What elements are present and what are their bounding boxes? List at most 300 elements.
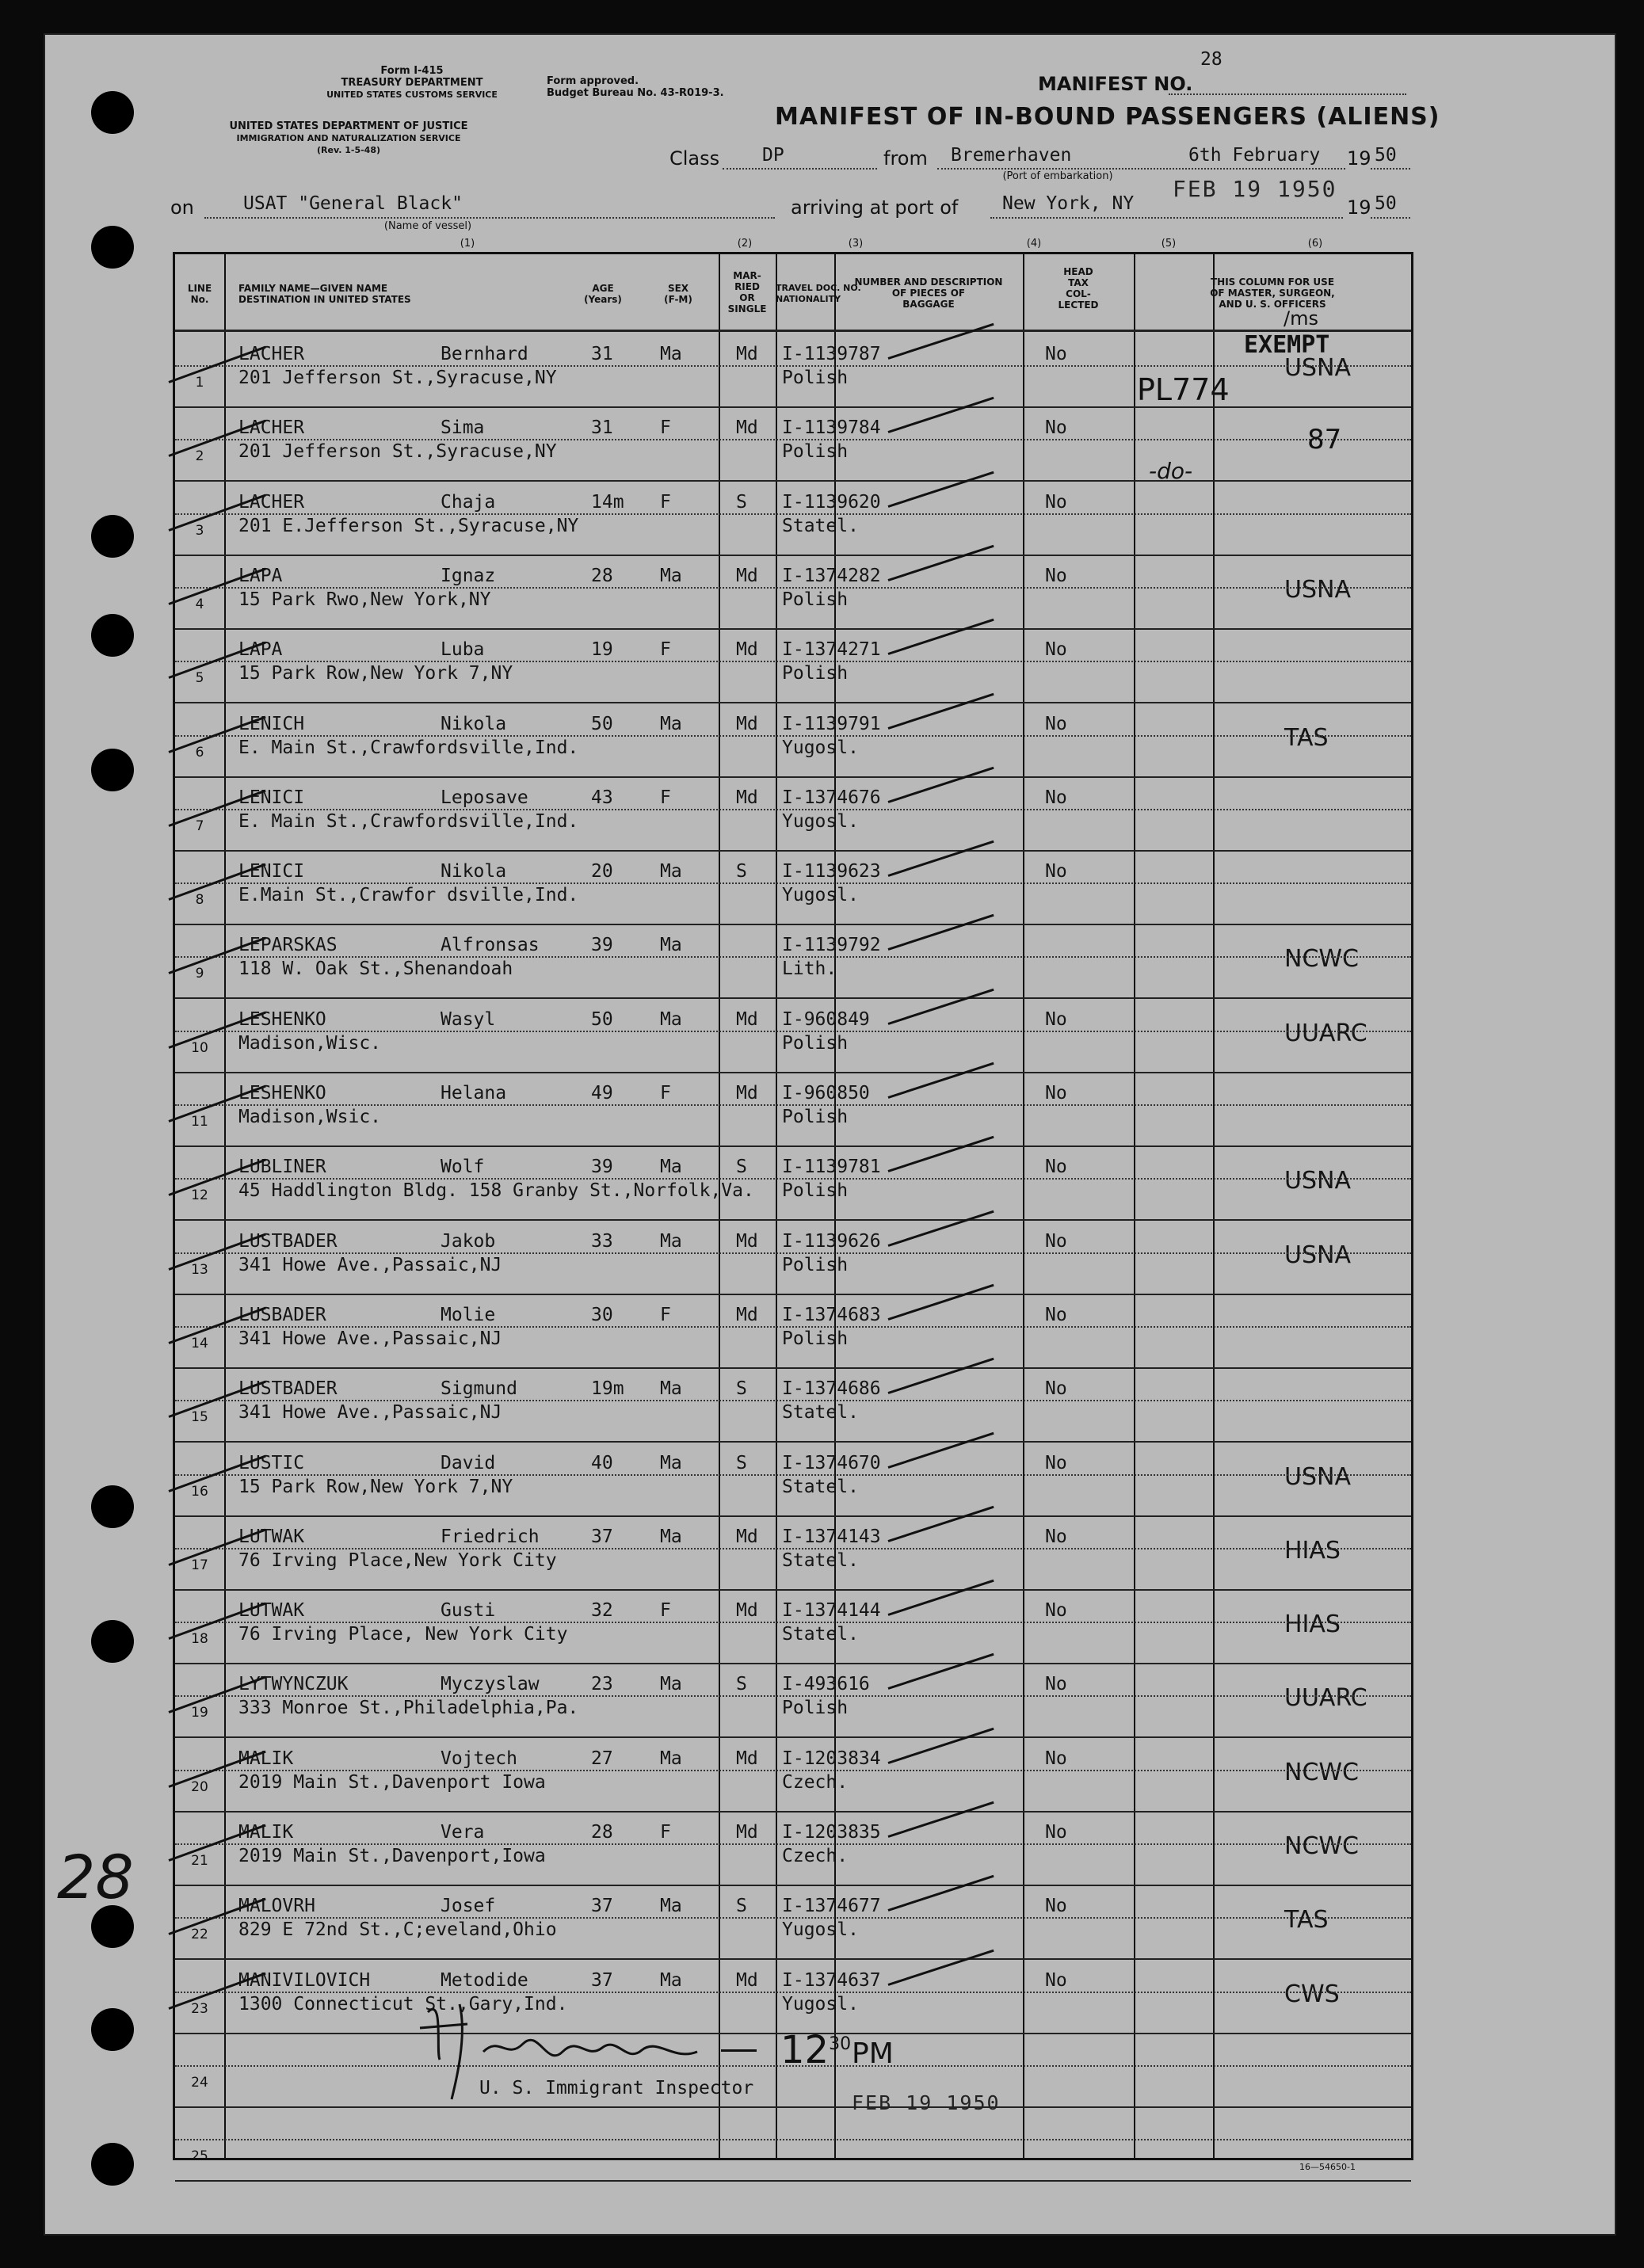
destination: 341 Howe Ave.,Passaic,NJ bbox=[238, 1328, 502, 1349]
head-tax: No bbox=[1045, 1969, 1067, 1991]
header-baggage: NUMBER AND DESCRIPTION OF PIECES OF BAGGAGE bbox=[854, 276, 1003, 310]
sex: F bbox=[660, 639, 671, 661]
given-name: Luba bbox=[441, 639, 485, 661]
marital-status: S bbox=[736, 1896, 747, 1917]
travel-doc: I-1139626 bbox=[782, 1230, 881, 1252]
header-age: AGE (Years) bbox=[584, 283, 622, 305]
manifest-label: MANIFEST NO. bbox=[1038, 73, 1193, 95]
sex: F bbox=[660, 1600, 671, 1622]
time-minutes: 30 bbox=[829, 2034, 852, 2054]
destination: 333 Monroe St.,Philadelphia,Pa. bbox=[238, 1698, 579, 1719]
table-row bbox=[175, 777, 1411, 851]
officer-note: TAS bbox=[1284, 723, 1329, 752]
ins: IMMIGRATION AND NATURALIZATION SERVICE bbox=[236, 133, 461, 143]
line-number: 24 bbox=[191, 2074, 208, 2091]
header-sex: SEX (F-M) bbox=[664, 283, 692, 305]
given-name: Sigmund bbox=[441, 1378, 517, 1400]
family-name: LENICI bbox=[238, 861, 305, 882]
travel-doc: I-1139623 bbox=[782, 861, 881, 882]
embark-caption: (Port of embarkation) bbox=[1002, 170, 1113, 182]
travel-doc: I-1374670 bbox=[782, 1452, 881, 1473]
head-tax: No bbox=[1045, 713, 1067, 734]
line-number: 9 bbox=[195, 966, 204, 982]
line-number: 13 bbox=[191, 1261, 208, 1278]
family-name: MALIK bbox=[238, 1822, 294, 1843]
given-name: Vojtech bbox=[441, 1748, 517, 1769]
family-name: LACHER bbox=[238, 417, 305, 439]
family-name: LACHER bbox=[238, 491, 305, 513]
binder-hole bbox=[91, 749, 134, 791]
table-row bbox=[175, 851, 1411, 924]
marital-status: S bbox=[736, 1157, 747, 1178]
age: 49 bbox=[591, 1083, 613, 1104]
given-name: Nikola bbox=[441, 713, 507, 734]
officer-note: USNA bbox=[1284, 1241, 1351, 1269]
officer-note: UUARC bbox=[1284, 1684, 1367, 1713]
year-prefix-2: 19 bbox=[1347, 196, 1371, 219]
destination: Madison,Wisc. bbox=[238, 1032, 382, 1054]
time-hour: 12 bbox=[780, 2028, 830, 2072]
travel-doc: I-493616 bbox=[782, 1674, 870, 1695]
age: 50 bbox=[591, 1008, 613, 1030]
officer-note: USNA bbox=[1284, 1462, 1351, 1491]
family-name: LUSTIC bbox=[238, 1452, 305, 1473]
given-name: Wasyl bbox=[441, 1008, 496, 1030]
sex: F bbox=[660, 1083, 671, 1104]
travel-doc: I-1203835 bbox=[782, 1822, 881, 1843]
given-name: Helana bbox=[441, 1083, 507, 1104]
table-row bbox=[175, 1960, 1411, 2034]
table-row bbox=[175, 999, 1411, 1073]
destination: 341 Howe Ave.,Passaic,NJ bbox=[238, 1254, 502, 1275]
table-row bbox=[175, 555, 1411, 629]
signature-dash bbox=[721, 2049, 757, 2052]
treasury-dept: TREASURY DEPARTMENT bbox=[341, 77, 483, 89]
officer-note: HIAS bbox=[1284, 1610, 1341, 1639]
nationality: Polish bbox=[782, 441, 849, 463]
head-tax: No bbox=[1045, 1157, 1067, 1178]
passenger-table bbox=[173, 252, 1413, 2165]
destination: 201 E.Jefferson St.,Syracuse,NY bbox=[238, 515, 579, 536]
col-number-6: (6) bbox=[1307, 238, 1323, 250]
table-row bbox=[175, 1738, 1411, 1812]
margin-page-note: 28 bbox=[57, 1842, 134, 1912]
on-label: on bbox=[170, 196, 194, 219]
from-label: from bbox=[883, 147, 928, 170]
marital-status: Md bbox=[736, 1969, 758, 1991]
marital-status: S bbox=[736, 1378, 747, 1400]
given-name: Wolf bbox=[441, 1157, 485, 1178]
head-tax: No bbox=[1045, 1600, 1067, 1622]
travel-doc: I-1374282 bbox=[782, 565, 881, 586]
age: 40 bbox=[591, 1452, 613, 1473]
revision: (Rev. 1-5-48) bbox=[316, 145, 380, 155]
row-divider bbox=[175, 1400, 1411, 1401]
line-number: 17 bbox=[191, 1557, 208, 1573]
table-row bbox=[175, 1073, 1411, 1146]
sex: Ma bbox=[660, 713, 682, 734]
table-row bbox=[175, 1885, 1411, 1959]
nationality: Lith. bbox=[782, 959, 837, 980]
binder-hole bbox=[91, 1485, 134, 1528]
nationality: Statel. bbox=[782, 1476, 859, 1497]
nationality: Polish bbox=[782, 589, 849, 610]
row-divider bbox=[175, 1474, 1411, 1476]
head-tax: No bbox=[1045, 1674, 1067, 1695]
col-number-3: (3) bbox=[848, 238, 864, 250]
row-divider bbox=[175, 1843, 1411, 1845]
pl-note: PL774 bbox=[1137, 372, 1230, 407]
table-row bbox=[175, 1221, 1411, 1294]
officer-note: USNA bbox=[1284, 575, 1351, 604]
officer-note: NCWC bbox=[1284, 945, 1359, 974]
officer-note: NCWC bbox=[1284, 1758, 1359, 1786]
family-name: LAPA bbox=[238, 639, 283, 661]
head-tax: No bbox=[1045, 344, 1067, 364]
class-label: Class bbox=[669, 147, 720, 170]
officer-note: USNA bbox=[1284, 1167, 1351, 1195]
line-number: 5 bbox=[195, 670, 204, 687]
line-number: 19 bbox=[191, 1705, 208, 1721]
head-tax: No bbox=[1045, 1378, 1067, 1400]
table-row bbox=[175, 1443, 1411, 1516]
family-name: MALOVRH bbox=[238, 1896, 315, 1917]
travel-doc: I-1374686 bbox=[782, 1378, 881, 1400]
sex: Ma bbox=[660, 1674, 682, 1695]
given-name: Nikola bbox=[441, 861, 507, 882]
officer-note: USNA bbox=[1284, 354, 1351, 382]
marital-status: Md bbox=[736, 1008, 758, 1030]
marital-status: Md bbox=[736, 344, 758, 364]
nationality: Yugosl. bbox=[782, 885, 859, 906]
nationality: Polish bbox=[782, 1254, 849, 1275]
family-name: LYTWYNCZUK bbox=[238, 1674, 349, 1695]
sex: Ma bbox=[660, 1230, 682, 1252]
col-number-4: (4) bbox=[1026, 238, 1042, 250]
head-tax: No bbox=[1045, 1230, 1067, 1252]
sex: F bbox=[660, 417, 671, 439]
nationality: Statel. bbox=[782, 1624, 859, 1645]
destination: 76 Irving Place, New York City bbox=[238, 1624, 568, 1645]
travel-doc: I-1374271 bbox=[782, 639, 881, 661]
travel-doc: I-1374144 bbox=[782, 1600, 881, 1622]
sex: Ma bbox=[660, 1157, 682, 1178]
family-name: LUSBADER bbox=[238, 1304, 326, 1325]
marital-status: S bbox=[736, 1452, 747, 1473]
binder-hole bbox=[91, 1620, 134, 1663]
family-name: LENICI bbox=[238, 787, 305, 808]
marital-status: Md bbox=[736, 565, 758, 586]
line-number: 8 bbox=[195, 892, 204, 909]
baggage-mark bbox=[888, 323, 994, 360]
sex: Ma bbox=[660, 1526, 682, 1547]
age: 14m bbox=[591, 491, 624, 513]
binder-hole bbox=[91, 226, 134, 269]
header-name: FAMILY NAME—GIVEN NAME DESTINATION IN UNITED STATES bbox=[238, 283, 411, 305]
nationality: Statel. bbox=[782, 1402, 859, 1424]
nationality: Polish bbox=[782, 1328, 849, 1349]
family-name: LENICH bbox=[238, 713, 305, 734]
binder-hole bbox=[91, 91, 134, 134]
destination: E.Main St.,Crawfor dsville,Ind. bbox=[238, 885, 579, 906]
line-number: 25 bbox=[191, 2148, 208, 2165]
officer-note: NCWC bbox=[1284, 1832, 1359, 1860]
nationality: Polish bbox=[782, 1107, 849, 1127]
line-number: 7 bbox=[195, 818, 204, 834]
nationality: Statel. bbox=[782, 515, 859, 536]
sex: F bbox=[660, 1304, 671, 1325]
year-1: 50 bbox=[1375, 145, 1397, 166]
travel-doc: I-960849 bbox=[782, 1008, 870, 1030]
line-number: 1 bbox=[195, 375, 204, 391]
given-name: Gusti bbox=[441, 1600, 496, 1622]
destination: E. Main St.,Crawfordsville,Ind. bbox=[238, 810, 579, 832]
family-name: LAPA bbox=[238, 565, 283, 586]
line-number: 3 bbox=[195, 522, 204, 539]
age: 19m bbox=[591, 1378, 624, 1400]
exempt-stamp: EXEMPT bbox=[1244, 331, 1330, 359]
sex: Ma bbox=[660, 1969, 682, 1991]
marital-status: Md bbox=[736, 1083, 758, 1104]
destination: 201 Jefferson St.,Syracuse,NY bbox=[238, 368, 557, 388]
travel-doc: I-1203834 bbox=[782, 1748, 881, 1769]
line-number: 23 bbox=[191, 2000, 208, 2017]
destination: 2019 Main St.,Davenport,Iowa bbox=[238, 1846, 546, 1866]
line-number: 14 bbox=[191, 1335, 208, 1351]
age: 27 bbox=[591, 1748, 613, 1769]
row-divider bbox=[175, 735, 1411, 737]
officer-initials: /ms bbox=[1284, 307, 1318, 330]
row-divider bbox=[175, 365, 1411, 367]
table-row bbox=[175, 1294, 1411, 1368]
head-tax: No bbox=[1045, 1526, 1067, 1547]
customs-service: UNITED STATES CUSTOMS SERVICE bbox=[326, 90, 498, 100]
vessel-caption: (Name of vessel) bbox=[383, 220, 472, 232]
table-row bbox=[175, 629, 1411, 703]
marital-status: Md bbox=[736, 787, 758, 808]
age: 39 bbox=[591, 935, 613, 956]
year-2: 50 bbox=[1375, 193, 1397, 214]
vessel-name: USAT "General Black" bbox=[243, 193, 463, 214]
family-name: LESHENKO bbox=[238, 1008, 326, 1030]
line-number: 11 bbox=[191, 1114, 208, 1130]
officer-note: HIAS bbox=[1284, 1536, 1341, 1565]
table-row bbox=[175, 1146, 1411, 1220]
sex: Ma bbox=[660, 344, 682, 364]
marital-status: Md bbox=[736, 1748, 758, 1769]
line-number: 2 bbox=[195, 448, 204, 465]
arrival-date-stamp: FEB 19 1950 bbox=[1173, 176, 1337, 202]
line-number: 4 bbox=[195, 596, 204, 612]
line-number: 22 bbox=[191, 1927, 208, 1943]
sex: Ma bbox=[660, 935, 682, 956]
family-name: LESHENKO bbox=[238, 1083, 326, 1104]
header-married: MAR- RIED OR SINGLE bbox=[727, 270, 767, 314]
row-divider bbox=[175, 2139, 1411, 2140]
destination: 45 Haddlington Bldg. 158 Granby St.,Norfolk,Va. bbox=[238, 1180, 754, 1202]
age: 50 bbox=[591, 713, 613, 734]
given-name: Molie bbox=[441, 1304, 496, 1325]
head-tax: No bbox=[1045, 1083, 1067, 1104]
form-number: Form I-415 bbox=[380, 65, 444, 77]
family-name: LUTWAK bbox=[238, 1600, 305, 1622]
sex: Ma bbox=[660, 1008, 682, 1030]
table-row bbox=[175, 1516, 1411, 1590]
destination: Madison,Wsic. bbox=[238, 1107, 382, 1127]
age: 28 bbox=[591, 565, 613, 586]
sex: Ma bbox=[660, 1378, 682, 1400]
sex: F bbox=[660, 491, 671, 513]
row-divider bbox=[175, 1992, 1411, 1993]
manifest-number: 28 bbox=[1200, 49, 1223, 70]
line-number: 21 bbox=[191, 1853, 208, 1869]
given-name: Sima bbox=[441, 417, 485, 439]
sex: Ma bbox=[660, 1452, 682, 1473]
head-tax: No bbox=[1045, 639, 1067, 661]
table-row bbox=[175, 482, 1411, 555]
row-divider bbox=[175, 1622, 1411, 1623]
table-row bbox=[175, 703, 1411, 777]
inspector-title: U. S. Immigrant Inspector bbox=[479, 2078, 754, 2098]
head-tax: No bbox=[1045, 1822, 1067, 1843]
nationality: Yugosl. bbox=[782, 737, 859, 758]
row-rule bbox=[175, 2180, 1411, 2182]
age: 43 bbox=[591, 787, 613, 808]
table-row bbox=[175, 1812, 1411, 1885]
marital-status: Md bbox=[736, 1526, 758, 1547]
marital-status: Md bbox=[736, 639, 758, 661]
given-name: David bbox=[441, 1452, 496, 1473]
line-number: 16 bbox=[191, 1483, 208, 1500]
given-name: Ignaz bbox=[441, 565, 496, 586]
nationality: Polish bbox=[782, 1698, 849, 1719]
travel-doc: I-1139620 bbox=[782, 491, 881, 513]
col-number-1: (1) bbox=[460, 238, 475, 250]
travel-doc: I-1139784 bbox=[782, 417, 881, 439]
age: 20 bbox=[591, 861, 613, 882]
row-divider bbox=[175, 1770, 1411, 1771]
travel-doc: I-1374676 bbox=[782, 787, 881, 808]
head-tax: No bbox=[1045, 491, 1067, 513]
age: 23 bbox=[591, 1674, 613, 1695]
line-number: 15 bbox=[191, 1409, 208, 1426]
sex: Ma bbox=[660, 1748, 682, 1769]
year-prefix-1: 19 bbox=[1347, 147, 1371, 170]
age: 33 bbox=[591, 1230, 613, 1252]
destination: 15 Park Row,New York 7,NY bbox=[238, 1476, 513, 1497]
destination: 341 Howe Ave.,Passaic,NJ bbox=[238, 1402, 502, 1424]
number-note: 87 bbox=[1307, 424, 1342, 456]
age: 32 bbox=[591, 1600, 613, 1622]
manifest-title: MANIFEST OF IN-BOUND PASSENGERS (ALIENS) bbox=[775, 103, 1440, 131]
nationality: Polish bbox=[782, 1032, 849, 1054]
destination: 201 Jefferson St.,Syracuse,NY bbox=[238, 441, 557, 463]
table-row bbox=[175, 1368, 1411, 1442]
row-divider bbox=[175, 1031, 1411, 1032]
binder-hole bbox=[91, 614, 134, 657]
destination: 2019 Main St.,Davenport Iowa bbox=[238, 1771, 546, 1793]
head-tax: No bbox=[1045, 417, 1067, 439]
age: 31 bbox=[591, 417, 613, 439]
officer-note: UUARC bbox=[1284, 1019, 1367, 1047]
nationality: Yugosl. bbox=[782, 1919, 859, 1941]
head-tax: No bbox=[1045, 1304, 1067, 1325]
marital-status: Md bbox=[736, 1304, 758, 1325]
nationality: Polish bbox=[782, 368, 849, 388]
destination: 118 W. Oak St.,Shenandoah bbox=[238, 959, 513, 980]
travel-doc: I-1139781 bbox=[782, 1157, 881, 1178]
row-divider bbox=[175, 439, 1411, 440]
age: 30 bbox=[591, 1304, 613, 1325]
travel-doc: I-1139792 bbox=[782, 935, 881, 956]
sex: Ma bbox=[660, 565, 682, 586]
marital-status: Md bbox=[736, 713, 758, 734]
table-row bbox=[175, 1664, 1411, 1737]
row-divider bbox=[175, 1252, 1411, 1254]
destination: 829 E 72nd St.,C;eveland,Ohio bbox=[238, 1919, 557, 1941]
port-of-arrival: New York, NY bbox=[1002, 193, 1135, 214]
officer-note: TAS bbox=[1284, 1906, 1329, 1934]
header-head-tax: HEAD TAX COL- LECTED bbox=[1058, 266, 1099, 311]
marital-status: Md bbox=[736, 1230, 758, 1252]
travel-doc: I-1374637 bbox=[782, 1969, 881, 1991]
nationality: Polish bbox=[782, 663, 849, 684]
nationality: Yugosl. bbox=[782, 1993, 859, 2015]
given-name: Jakob bbox=[441, 1230, 496, 1252]
binder-hole bbox=[91, 2008, 134, 2051]
age: 37 bbox=[591, 1969, 613, 1991]
line-number: 20 bbox=[191, 1778, 208, 1795]
given-name: Metodide bbox=[441, 1969, 528, 1991]
signature-pm: PM bbox=[852, 2037, 894, 2070]
marital-status: S bbox=[736, 491, 747, 513]
row-divider bbox=[175, 513, 1411, 515]
arriving-label: arriving at port of bbox=[791, 196, 959, 219]
class-value: DP bbox=[762, 145, 784, 166]
row-divider bbox=[175, 1326, 1411, 1328]
age: 28 bbox=[591, 1822, 613, 1843]
given-name: Leposave bbox=[441, 787, 528, 808]
sex: F bbox=[660, 1822, 671, 1843]
header-line-no: LINE No. bbox=[187, 283, 212, 305]
nationality: Polish bbox=[782, 1180, 849, 1202]
form-approved: Form approved. bbox=[547, 75, 639, 87]
family-name: LUBLINER bbox=[238, 1157, 326, 1178]
embarkation-date: 6th February bbox=[1188, 145, 1321, 166]
family-name: LUSTBADER bbox=[238, 1230, 338, 1252]
destination: 15 Park Rwo,New York,NY bbox=[238, 589, 491, 610]
age: 37 bbox=[591, 1896, 613, 1917]
row-divider bbox=[175, 1104, 1411, 1106]
destination: 15 Park Row,New York 7,NY bbox=[238, 663, 513, 684]
family-name: MALIK bbox=[238, 1748, 294, 1769]
header-travel-doc: TRAVEL DOC. NO. NATIONALITY bbox=[776, 283, 861, 304]
row-divider bbox=[175, 1917, 1411, 1919]
travel-doc: I-1374143 bbox=[782, 1526, 881, 1547]
footer-code: 16—54650-1 bbox=[1299, 2162, 1356, 2172]
travel-doc: I-1374683 bbox=[782, 1304, 881, 1325]
head-tax: No bbox=[1045, 1748, 1067, 1769]
head-tax: No bbox=[1045, 1896, 1067, 1917]
officer-note: CWS bbox=[1284, 1980, 1340, 2008]
travel-doc: I-1139791 bbox=[782, 713, 881, 734]
budget-bureau: Budget Bureau No. 43-R019-3. bbox=[547, 87, 724, 99]
head-tax: No bbox=[1045, 1452, 1067, 1473]
age: 19 bbox=[591, 639, 613, 661]
head-tax: No bbox=[1045, 787, 1067, 808]
head-tax: No bbox=[1045, 861, 1067, 882]
row-divider bbox=[175, 1178, 1411, 1180]
